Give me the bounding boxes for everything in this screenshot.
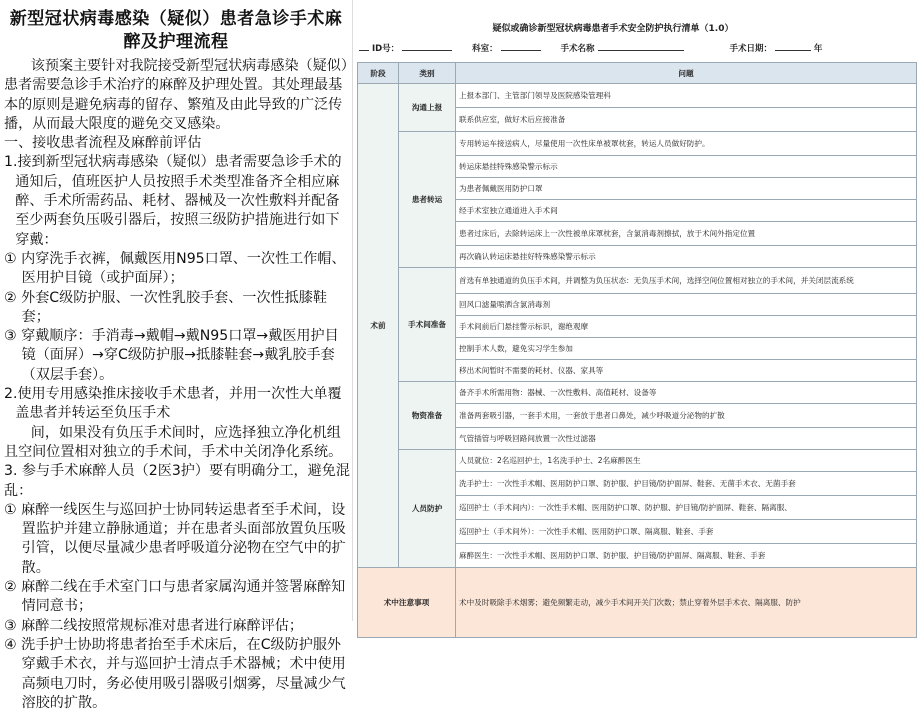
header-category: 类别	[399, 63, 456, 84]
question-cell: 首选有单独通道的负压手术间，并调整为负压状态：无负压手术间，选择空间位置相对独立的手术间，并关闭层流系统	[456, 268, 917, 294]
wear-step-3: ③ 穿戴顺序：手消毒→戴帽→戴N95口罩→戴医用护目镜（面屏）→穿C级防护服→抵膝鞋套→戴乳胶手套（双层手套）。	[4, 328, 339, 383]
protocol-document	[0, 0, 352, 711]
category-cell: 患者转运	[399, 132, 456, 268]
section-heading: 一、接收患者流程及麻醉前评估	[4, 135, 202, 152]
question-cell: 巡回护士（手术间外）：一次性手术帽、医用防护口罩、隔离服、鞋套、手套	[456, 520, 917, 544]
checklist-table	[357, 62, 917, 638]
table-row	[358, 84, 917, 108]
question-cell: 人员就位：2名巡回护士，1名洗手护士、2名麻醉医生	[456, 450, 917, 472]
category-cell: 手术间准备	[399, 268, 456, 382]
question-cell: 准备两套吸引器，一套手术用，一套放于患者口鼻处，减少呼吸道分泌物的扩散	[456, 404, 917, 428]
question-cell: 转运床悬挂特殊感染警示标示	[456, 156, 917, 178]
header-row	[358, 63, 917, 84]
staff-step-4: ④ 洗手护士协助将患者抬至手术床后，在C级防护服外穿戴手术衣，并与巡回护士清点手术器械；术中使用高频电刀时，务必使用吸引器吸引烟雾，尽量减少气溶胶的扩散。	[4, 636, 346, 711]
question-cell: 术中及时吸除手术烟雾；避免频繁走动，减少手术间开关门次数；禁止穿着外层手术衣、隔离服、防护	[456, 568, 917, 638]
question-cell: 经手术室独立通道进入手术间	[456, 200, 917, 222]
staff-step-2: ② 麻醉二线在手术室门口与患者家属沟通并签署麻醉知情同意书；	[4, 579, 346, 615]
meta-blank-line	[359, 42, 369, 51]
question-cell: 联系供应室，做好术后应接准备	[456, 108, 917, 132]
category-cell: 人员防护	[399, 450, 456, 568]
intraop-category-cell: 术中注意事项	[358, 568, 456, 638]
document-title: 新型冠状病毒感染（疑似）患者急诊手术麻醉及护理流程	[9, 9, 343, 52]
staff-step-1: ① 麻醉一线医生与巡回护士协同转运患者至手术间，设置监护并建立静脉通道；并在患者头面部放置负压吸引管，以便尽量减少患者呼吸道分泌物在空气中的扩散。	[4, 501, 346, 576]
wear-step-1: ① 内穿洗手衣裤，佩戴医用N95口罩、一次性工作帽、医用护目镜（或护面屏）；	[4, 250, 346, 287]
item-2-cont: 间，如果没有负压手术间时，应选择独立净化机组且空间位置相对独立的手术间，手术中关闭净化系统。	[4, 424, 343, 460]
wear-step-2: ② 外套C级防护服、一次性乳胶手套、一次性抵膝鞋套；	[4, 289, 327, 325]
question-cell: 移出术间暂时不需要的耗材、仪器、家具等	[456, 360, 917, 382]
table-row	[358, 132, 917, 156]
table-row	[358, 382, 917, 404]
item-2: 2.使用专用感染推床接收手术患者，并用一次性大单覆盖患者并转运至负压手术	[4, 386, 342, 422]
table-row	[358, 568, 917, 638]
checklist-title: 疑似或确诊新型冠状病毒患者手术安全防护执行清单（1.0）	[492, 24, 734, 34]
staff-step-3: ③ 麻醉二线按照常规标准对患者进行麻醉评估；	[4, 617, 303, 634]
header-stage: 阶段	[358, 63, 399, 84]
question-cell: 患者过床后，去除转运床上一次性被单床罩枕套，含氯消毒剂擦拭，放于术间外指定位置	[456, 222, 917, 246]
question-cell: 麻醉医生：一次性手术帽、医用防护口罩、防护服、护目镜/防护面屏、隔离服、鞋套、手套	[456, 544, 917, 568]
checklist-meta	[359, 42, 919, 54]
date-blank[interactable]	[775, 42, 811, 51]
table-row	[358, 450, 917, 472]
stage-cell: 术前	[358, 84, 399, 568]
question-cell: 回风口滤量喷洒含氯消毒剂	[456, 294, 917, 316]
dept-label: 科室：	[472, 44, 498, 54]
question-cell: 手术间前后门悬挂警示标识，谢绝观摩	[456, 316, 917, 338]
question-cell: 上报本部门、主管部门领导及医院感染管理科	[456, 84, 917, 108]
question-cell: 巡回护士（手术间内）：一次性手术帽、医用防护口罩、防护服、护目镜/防护面屏、鞋套、隔离服、	[456, 496, 917, 520]
item-1: 1.接到新型冠状病毒感染（疑似）患者需要急诊手术的通知后，值班医护人员按照手术类型准备齐全相应麻醉、手术所需药品、耗材、器械及一次性敷料并配备至少两套负压吸引器后，按照三级防护措施进行如下穿戴：	[4, 154, 342, 248]
table-row	[358, 268, 917, 294]
question-cell: 为患者佩戴医用防护口罩	[456, 178, 917, 200]
op-blank[interactable]	[598, 42, 684, 51]
category-cell: 物资准备	[399, 382, 456, 450]
safety-checklist	[352, 0, 854, 621]
question-cell: 备齐手术所需用物：器械、一次性敷料、高值耗材、设备等	[456, 382, 917, 404]
question-cell: 控制手术人数，避免实习学生参加	[456, 338, 917, 360]
id-blank[interactable]	[402, 42, 452, 51]
question-cell: 气管插管与呼吸回路间放置一次性过滤器	[456, 428, 917, 450]
question-cell: 专用转运车接送病人，尽量使用一次性床单被罩枕套，转运人员做好防护。	[456, 132, 917, 156]
op-label: 手术名称	[560, 44, 595, 54]
dept-blank[interactable]	[501, 42, 541, 51]
year-label: 年	[813, 44, 823, 54]
document-body	[0, 57, 352, 713]
question-cell: 洗手护士：一次性手术帽、医用防护口罩、防护服、护目镜/防护面屏、鞋套、无菌手术衣、无菌手套	[456, 472, 917, 496]
item-3: 3. 参与手术麻醉人员（2医3护）要有明确分工，避免混乱：	[4, 463, 350, 499]
category-cell: 沟通上报	[399, 84, 456, 132]
checklist-body	[358, 84, 917, 638]
question-cell: 再次确认转运床悬挂好特殊感染警示标示	[456, 246, 917, 268]
date-label: 手术日期：	[729, 44, 772, 54]
id-label: ID号：	[371, 44, 400, 54]
intro-paragraph: 该预案主要针对我院接受新型冠状病毒感染（疑似）患者需要急诊手术治疗的麻醉及护理处置。其处理最基本的原则是避免病毒的留存、繁殖及由此导致的广泛传播，从而最大限度的避免交叉感染。	[4, 58, 348, 132]
header-question: 问题	[456, 63, 917, 84]
